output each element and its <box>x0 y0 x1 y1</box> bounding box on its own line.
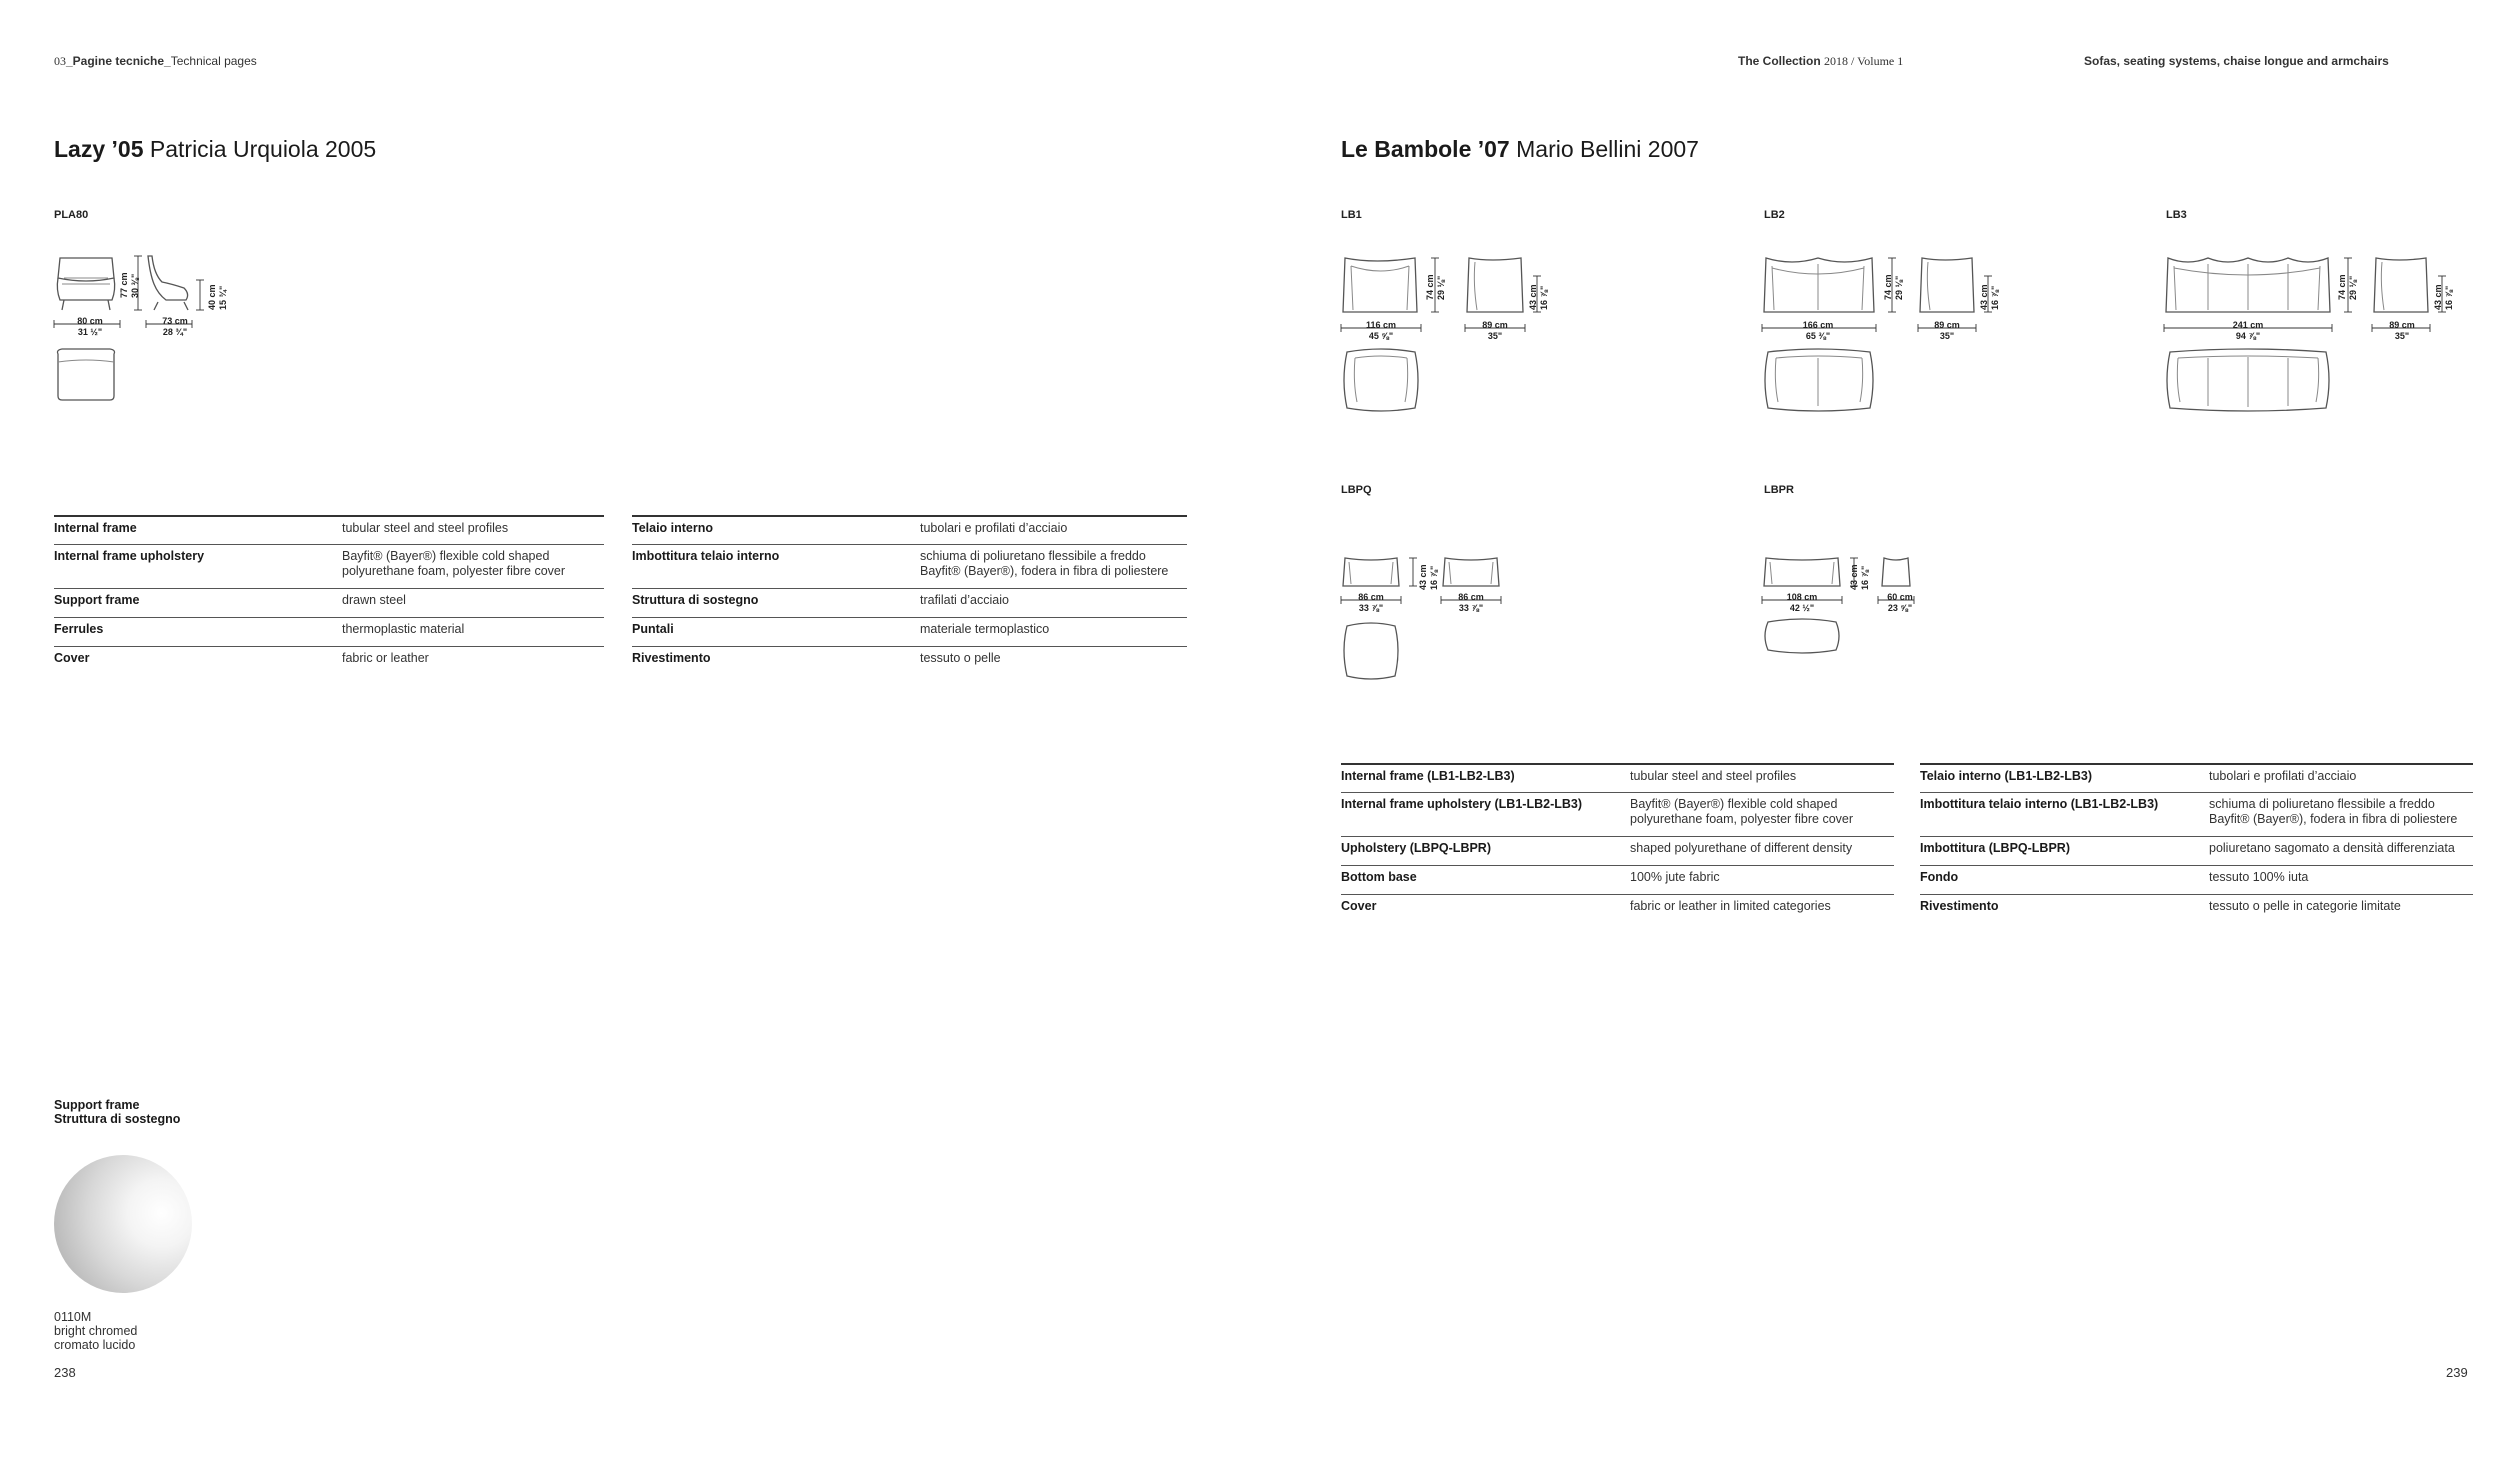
spec-key: Imbottitura telaio interno <box>632 549 780 563</box>
pla80-width-dim <box>60 316 120 338</box>
lb2-height-in: 29 ⅛" <box>1894 275 1904 300</box>
product-designer: Patricia Urquiola 2005 <box>149 136 377 162</box>
product-title-lazy <box>54 136 376 163</box>
finish-code: 0110M <box>54 1310 92 1324</box>
spec-value: tessuto o pelle in categorie limitate <box>2209 899 2401 913</box>
finish-info <box>54 1310 137 1352</box>
spec-row <box>1920 792 2473 836</box>
lb1-depth-cm: 89 cm <box>1482 320 1508 330</box>
section-title-en: Technical pages <box>170 54 257 68</box>
spec-row <box>632 588 1187 617</box>
product-designer: Mario Bellini 2007 <box>1516 136 1699 162</box>
spec-value: drawn steel <box>342 593 406 607</box>
spec-key: Internal frame (LB1-LB2-LB3) <box>1341 769 1515 783</box>
spec-value: materiale termoplastico <box>920 622 1050 636</box>
page-number-left: 238 <box>54 1365 76 1380</box>
lbpr-depth-cm: 60 cm <box>1887 592 1913 602</box>
lbpr-width-dim <box>1772 592 1832 614</box>
spec-row <box>1341 763 1894 792</box>
spec-value: tubolari e profilati d’acciaio <box>920 521 1068 535</box>
spec-row <box>54 646 604 675</box>
spec-value: 100% jute fabric <box>1630 870 1720 884</box>
pla80-depth-in: 28 ¾" <box>162 327 188 337</box>
spec-key: Imbottitura (LBPQ-LBPR) <box>1920 841 2070 855</box>
model-code-pla80: PLA80 <box>54 209 89 221</box>
pla80-width-cm: 80 cm <box>77 316 103 326</box>
product-name: Lazy ’05 <box>54 136 144 162</box>
lb1-height-cm: 74 cm <box>1425 274 1435 300</box>
spec-key: Struttura di sostegno <box>632 593 759 607</box>
lbpr-depth-dim <box>1870 592 1930 614</box>
spec-row <box>54 515 604 544</box>
lb1-depth-dim <box>1465 320 1525 342</box>
spec-row <box>54 544 604 588</box>
spec-key: Fondo <box>1920 870 1959 884</box>
lbpq-depth-dim <box>1441 592 1501 614</box>
lb3-seat-height-dim <box>2433 284 2455 310</box>
lbpq-width-dim <box>1341 592 1401 614</box>
spec-row <box>1920 865 2473 894</box>
lbpr-height-cm: 43 cm <box>1849 564 1859 590</box>
lb2-seat-height-in: 16 ⅞" <box>1990 285 2000 310</box>
lb2-width-in: 65 ⅜" <box>1805 331 1831 341</box>
lb1-height-in: 29 ⅛" <box>1436 275 1446 300</box>
pla80-depth-cm: 73 cm <box>162 316 188 326</box>
product-name: Le Bambole ’07 <box>1341 136 1510 162</box>
spec-key: Telaio interno <box>632 521 714 535</box>
lb1-seat-height-dim <box>1528 284 1550 310</box>
spec-value: tessuto o pelle <box>920 651 1001 665</box>
spec-table-lazy-en <box>54 515 604 675</box>
spec-row <box>1920 763 2473 792</box>
spec-key: Telaio interno (LB1-LB2-LB3) <box>1920 769 2092 783</box>
finish-swatch-chrome <box>54 1155 192 1293</box>
model-code-lb1: LB1 <box>1341 209 1362 221</box>
spec-key: Rivestimento <box>1920 899 1999 913</box>
spec-row <box>632 544 1187 588</box>
lbpr-height-dim <box>1849 564 1871 590</box>
lb3-width-dim <box>2218 320 2278 342</box>
lb2-height-cm: 74 cm <box>1883 274 1893 300</box>
pla80-height-in: 30 ⅜" <box>130 273 140 298</box>
lb2-depth-in: 35" <box>1939 331 1955 341</box>
lb1-seat-height-in: 16 ⅞" <box>1539 285 1549 310</box>
spec-key: Rivestimento <box>632 651 711 665</box>
spec-value: fabric or leather in limited categories <box>1630 899 1831 913</box>
lb3-width-cm: 241 cm <box>2232 320 2264 330</box>
spec-row <box>632 646 1187 675</box>
section-number: 03 <box>54 54 66 68</box>
spec-key: Internal frame upholstery (LB1-LB2-LB3) <box>1341 797 1583 811</box>
spec-value: tubular steel and steel profiles <box>1630 769 1797 783</box>
section-header <box>54 54 257 69</box>
lb2-width-cm: 166 cm <box>1802 320 1834 330</box>
finish-label-en: Support frame <box>54 1098 140 1112</box>
lb3-width-in: 94 ⅞" <box>2235 331 2261 341</box>
lbpq-width-in: 33 ⅞" <box>1358 603 1384 613</box>
spec-row <box>1920 894 2473 923</box>
spec-table-bambole-en <box>1341 763 1894 923</box>
lb2-height-dim <box>1883 274 1905 300</box>
page-number-right: 239 <box>2446 1365 2468 1380</box>
spec-key: Cover <box>54 651 90 665</box>
spec-table-lazy-it <box>632 515 1187 675</box>
lb1-width-dim <box>1351 320 1411 342</box>
lbpr-width-in: 42 ½" <box>1789 603 1815 613</box>
spec-row <box>632 617 1187 646</box>
lb3-seat-height-in: 16 ⅞" <box>2444 285 2454 310</box>
spec-value: thermoplastic material <box>342 622 465 636</box>
lbpr-depth-in: 23 ⅝" <box>1887 603 1913 613</box>
spec-value: tubular steel and steel profiles <box>342 521 509 535</box>
lb1-width-in: 45 ⅝" <box>1368 331 1394 341</box>
lb1-seat-height-cm: 43 cm <box>1528 284 1538 310</box>
lb3-seat-height-cm: 43 cm <box>2433 284 2443 310</box>
product-title-le-bambole <box>1341 136 1699 163</box>
finish-section <box>54 1098 180 1126</box>
lbpq-depth-in: 33 ⅞" <box>1458 603 1484 613</box>
spec-key: Support frame <box>54 593 140 607</box>
spec-row <box>1341 836 1894 865</box>
spec-value: trafilati d’acciaio <box>920 593 1009 607</box>
collection-header <box>1738 54 1903 69</box>
spec-value: fabric or leather <box>342 651 429 665</box>
spec-value: tessuto 100% iuta <box>2209 870 2309 884</box>
lbpq-width-cm: 86 cm <box>1358 592 1384 602</box>
lb2-depth-dim <box>1917 320 1977 342</box>
lb3-depth-cm: 89 cm <box>2389 320 2415 330</box>
pla80-depth-dim <box>150 316 200 338</box>
lb2-seat-height-dim <box>1979 284 2001 310</box>
lbpq-height-in: 16 ⅞" <box>1429 565 1439 590</box>
lb3-height-cm: 74 cm <box>2337 274 2347 300</box>
spec-value: schiuma di poliuretano flessibile a freddo Bayfit® (Bayer®), fodera in fibra di poliestere <box>920 549 1169 578</box>
pla80-width-in: 31 ½" <box>77 327 103 337</box>
lb1-depth-in: 35" <box>1487 331 1503 341</box>
finish-name-it: cromato lucido <box>54 1338 136 1352</box>
category-header <box>2084 54 2389 68</box>
model-code-lb2: LB2 <box>1764 209 1785 221</box>
finish-label-it: Struttura di sostegno <box>54 1112 181 1126</box>
spec-row <box>1341 865 1894 894</box>
model-code-lbpr: LBPR <box>1764 484 1794 496</box>
spec-value: schiuma di poliuretano flessibile a freddo Bayfit® (Bayer®), fodera in fibra di poliestere <box>2209 797 2458 826</box>
section-title-it: _Pagine tecniche_ <box>66 54 171 68</box>
lb1-width-cm: 116 cm <box>1365 320 1397 330</box>
lb3-height-in: 29 ⅛" <box>2348 275 2358 300</box>
pla80-height-dim <box>119 272 141 298</box>
spec-value: poliuretano sagomato a densità differenziata <box>2209 841 2455 855</box>
category-title: Sofas, seating systems, chaise longue and armchairs <box>2084 54 2389 68</box>
lb1-height-dim <box>1425 274 1447 300</box>
spec-row <box>1920 836 2473 865</box>
spec-row <box>54 588 604 617</box>
spec-key: Imbottitura telaio interno (LB1-LB2-LB3) <box>1920 797 2159 811</box>
lbpr-height-in: 16 ⅞" <box>1860 565 1870 590</box>
lb2-seat-height-cm: 43 cm <box>1979 284 1989 310</box>
pla80-seat-height-in: 15 ¾" <box>218 285 228 310</box>
pla80-seat-height-cm: 40 cm <box>207 284 217 310</box>
model-code-lb3: LB3 <box>2166 209 2187 221</box>
collection-volume: 2018 / Volume 1 <box>1824 54 1904 68</box>
lbpq-height-cm: 43 cm <box>1418 564 1428 590</box>
spec-key: Bottom base <box>1341 870 1417 884</box>
collection-name: The Collection <box>1738 54 1821 68</box>
spec-key: Cover <box>1341 899 1377 913</box>
lbpq-height-dim <box>1418 564 1440 590</box>
spec-key: Internal frame upholstery <box>54 549 205 563</box>
lb2-width-dim <box>1788 320 1848 342</box>
spec-row <box>54 617 604 646</box>
lb2-depth-cm: 89 cm <box>1934 320 1960 330</box>
lbpq-depth-cm: 86 cm <box>1458 592 1484 602</box>
finish-name-en: bright chromed <box>54 1324 138 1338</box>
model-code-lbpq: LBPQ <box>1341 484 1372 496</box>
spec-row <box>1341 792 1894 836</box>
lb3-depth-dim <box>2372 320 2432 342</box>
spec-value: shaped polyurethane of different density <box>1630 841 1853 855</box>
lbpr-width-cm: 108 cm <box>1786 592 1818 602</box>
spec-key: Ferrules <box>54 622 104 636</box>
pla80-seat-height-dim <box>207 284 229 310</box>
spec-row <box>1341 894 1894 923</box>
spec-value: Bayfit® (Bayer®) flexible cold shaped polyurethane foam, polyester fibre cover <box>342 549 566 578</box>
spec-key: Upholstery (LBPQ-LBPR) <box>1341 841 1491 855</box>
pla80-height-cm: 77 cm <box>119 272 129 298</box>
spec-table-bambole-it <box>1920 763 2473 923</box>
lb3-depth-in: 35" <box>2394 331 2410 341</box>
spec-value: Bayfit® (Bayer®) flexible cold shaped polyurethane foam, polyester fibre cover <box>1630 797 1854 826</box>
spec-row <box>632 515 1187 544</box>
spec-key: Puntali <box>632 622 674 636</box>
spec-key: Internal frame <box>54 521 137 535</box>
lb3-height-dim <box>2337 274 2359 300</box>
spec-value: tubolari e profilati d’acciaio <box>2209 769 2357 783</box>
